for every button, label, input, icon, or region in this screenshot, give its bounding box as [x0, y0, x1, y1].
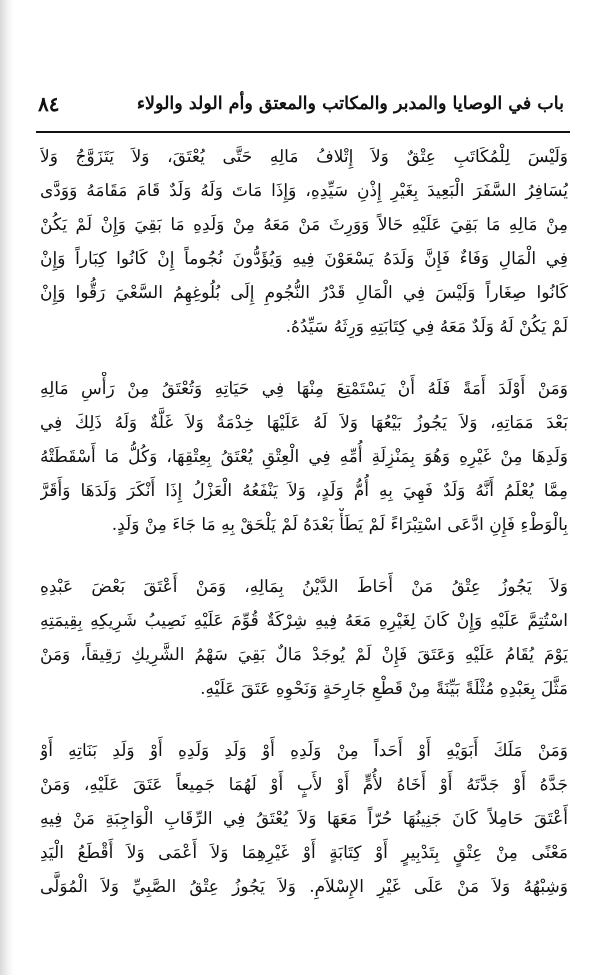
page-edge-shadow — [0, 0, 14, 975]
text-line: وَمَنْ أَوْلَدَ أَمَةً فَلَهُ أَنْ يَسْتَمْتِعَ مِنْهَا فِي حَيَاتِهِ وَتُعْتَقُ مِنْ رَأْسِ مَالِهِ — [40, 379, 568, 399]
text-line: وَلَيْسَ لِلْمُكَاتَبِ عِتْقٌ وَلاَ إِتْلافُ مَالِهِ حَتَّى يُعْتَقَ، وَلاَ يَتَزَوَّجُ وَلاَ — [40, 147, 568, 167]
paragraph-debt-manumission — [40, 570, 568, 706]
paragraph-umm-walad — [40, 372, 568, 542]
text-line: أَعْتَقَ حَامِلاً كَانَ جَنِينُهَا حُرّاً مَعَهَا وَلاَ يُعْتَقُ فِي الرِّقَابِ الْوَاجِبَةِ مَنْ فِيهِ — [40, 809, 568, 829]
chapter-title: باب في الوصايا والمدبر والمكاتب والمعتق وأم الولد والولاء — [136, 94, 564, 114]
text-line: مَعْنًى مِنْ عِتْقٍ بِتَدْبِيرٍ أَوْ كِتَابَةٍ أَوْ غَيْرِهِمَا وَلاَ أَعْمَى وَلاَ أَقْطَعُ الْيَدِ — [40, 843, 568, 863]
page-number: ٨٤ — [38, 92, 60, 116]
text-line: بِالْوَطْءِ فَإِنِ ادَّعَى اسْتِبْرَاءً لَمْ يَطَأْ بَعْدَهُ لَمْ يَلْحَقْ بِهِ مَا جَاءَ مِنْ وَلَدٍ. — [111, 515, 568, 535]
text-line: لَمْ يَكُنْ لَهُ وَلَدٌ مَعَهُ فِي كِتَابَتِهِ وَرِثَهُ سَيِّدُهُ. — [285, 317, 568, 337]
text-line: وَلَدِهَا مِنْ غَيْرِهِ وَهُوَ بِمَنْزِلَةِ أُمِّهِ فِي الْعِتْقِ يُعْتَقُ بِعِتْقِهَا، وَكُلُّ مَا أَسْقَطَتْهُ — [40, 447, 568, 467]
page-body — [40, 140, 568, 904]
text-line: كَانُوا صِغَاراً وَلَيْسَ فِي الْمَالِ قَدْرُ النُّجُومِ إِلَى بُلُوغِهِمُ السَّعْيَ رَقُّوا وَإِنْ — [40, 283, 568, 303]
paragraph-gap — [40, 706, 568, 734]
text-line: يُسَافِرُ السَّفَرَ الْبَعِيدَ بِغَيْرِ إِذْنِ سَيِّدِهِ، وَإِذَا مَاتَ وَلَهُ وَلَدٌ قَامَ مَقَامَهُ وَوَدَّى — [40, 181, 568, 201]
text-line: وَمَنْ مَلَكَ أَبَوَيْهِ أَوْ أَحَداً مِنْ وَلَدِهِ أَوْ وَلَدِ وَلَدِهِ أَوْ وَلَدِ بَنَاتِهِ أَوْ — [40, 741, 568, 761]
running-header — [34, 88, 570, 128]
text-line: مَثَّلَ بِعَبْدِهِ مُثْلَةً بَيِّنَةً مِنْ قَطْعِ جَارِحَةٍ وَنَحْوِهِ عَتَقَ عَلَيْهِ. — [200, 679, 568, 699]
text-line: اسْتُتِمَّ عَلَيْهِ وَإِنْ كَانَ لِغَيْرِهِ مَعَهُ فِيهِ شِرْكَةٌ قُوِّمَ عَلَيْهِ نَصِيبُ شَرِيكِهِ بِقِيمَتِهِ — [40, 611, 568, 631]
text-line: وَشِبْهُهُ وَلاَ مَنْ عَلَى غَيْرِ الإِسْلاَمِ. وَلاَ يَجُوزُ عِتْقُ الصَّبِيِّ وَلاَ الْمُوَلَّى — [40, 877, 568, 897]
paragraph-mukatab — [40, 140, 568, 344]
text-line: يَوْمَ يُقَامُ عَلَيْهِ وَعَتَقَ فَإِنْ لَمْ يُوجَدْ مَالٌ بَقِيَ سَهْمُ الشَّرِيكِ رَقِيقاً، وَمَنْ — [40, 645, 568, 665]
text-line: مِمَّا يُعْلَمُ أَنَّهُ وَلَدٌ فَهِيَ بِهِ أُمُّ وَلَدٍ، وَلاَ يَنْفَعُهُ الْعَزْلُ إِذَا أَنْكَرَ وَلَدَهَا وَأَقَرَّ — [40, 481, 568, 501]
text-line: بَعْدَ مَمَاتِهِ، وَلاَ يَجُوزُ بَيْعُهَا وَلاَ لَهُ عَلَيْهَا خِدْمَةٌ وَلاَ غَلَّةٌ وَلَهُ ذَلِكَ فِي — [40, 413, 568, 433]
text-line: فِي الْمَالِ وَفَاءٌ فَإِنَّ وَلَدَهُ يَسْعَوْنَ فِيهِ وَيُؤَدُّونَ نُجُوماً إِنْ كَانُوا كِبَاراً وَإِنْ — [40, 249, 568, 269]
text-line: جَدَّهُ أَوْ جَدَّتَهُ أَوْ أَخَاهُ لأُمٍّ أَوْ لأَبٍ أَوْ لَهُمَا جَمِيعاً عَتَقَ عَلَيْهِ، وَمَنْ — [40, 775, 568, 795]
paragraph-gap — [40, 542, 568, 570]
paragraph-gap — [40, 344, 568, 372]
header-rule — [36, 131, 570, 133]
paragraph-kin-ownership — [40, 734, 568, 904]
text-line: مِنْ مَالِهِ مَا بَقِيَ عَلَيْهِ حَالاً وَوَرِثَ مَنْ مَعَهُ مِنْ وَلَدِهِ مَا بَقِيَ وَإِنْ لَمْ يَكُنْ — [40, 215, 568, 235]
text-line: وَلاَ يَجُوزُ عِتْقُ مَنْ أَحَاطَ الدَّيْنُ بِمَالِهِ، وَمَنْ أَعْتَقَ بَعْضَ عَبْدِهِ — [40, 577, 568, 597]
